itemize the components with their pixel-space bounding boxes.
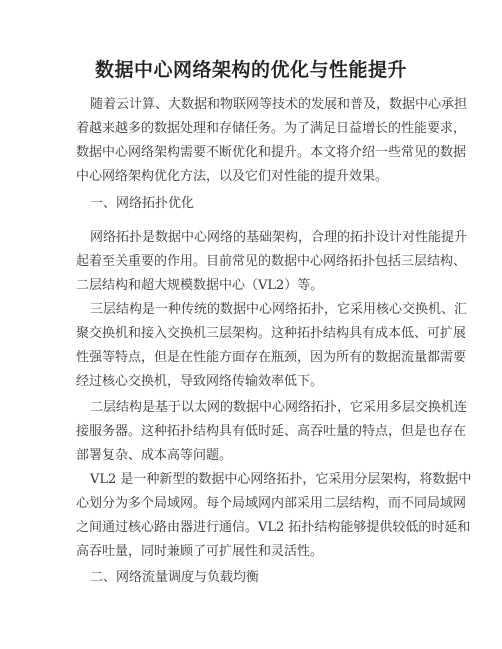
section-heading-1: 一、网络拓扑优化 (90, 196, 195, 211)
paragraph-line: 之间通过核心路由器进行通信。VL2 拓扑结构能够提供较低的时延和 (76, 520, 471, 535)
paragraph-line: 聚交换机和接入交换机三层架构。这种拓扑结构具有成本低、可扩展 (76, 326, 467, 341)
paragraph-line: VL2 是一种新型的数据中心网络拓扑，它采用分层架构，将数据中 (90, 472, 472, 487)
paragraph-line: 心划分为多个局域网。每个局域网内部采用二层结构，而不同局域网 (76, 496, 467, 511)
paragraph-line: 接服务器。这种拓扑结构具有低时延、高吞吐量的特点，但是也存在 (76, 424, 467, 439)
paragraph-line: 高吞吐量，同时兼顾了可扩展性和灵活性。 (76, 544, 324, 559)
paragraph-2 (76, 226, 468, 298)
paragraph-3 (76, 298, 468, 394)
paragraph-line: 中心网络架构优化方法，以及它们对性能的提升效果。 (76, 169, 389, 184)
section-heading-2: 二、网络流量调度与负载均衡 (90, 570, 260, 585)
paragraph-line: 三层结构是一种传统的数据中心网络拓扑，它采用核心交换机、汇 (90, 302, 468, 317)
paragraph-5 (76, 468, 472, 564)
paragraph-line: 二层结构和超大规模数据中心（VL2）等。 (76, 278, 324, 293)
document-title: 数据中心网络架构的优化与性能提升 (94, 59, 407, 81)
paragraph-line: 随着云计算、大数据和物联网等技术的发展和普及，数据中心承担 (90, 97, 468, 112)
paragraph-4 (76, 396, 468, 468)
paragraph-line: 部署复杂、成本高等问题。 (76, 448, 233, 463)
paragraph-line: 起着至关重要的作用。目前常见的数据中心网络拓扑包括三层结构、 (76, 254, 467, 269)
paragraph-1 (76, 93, 468, 189)
paragraph-line: 网络拓扑是数据中心网络的基础架构，合理的拓扑设计对性能提升 (90, 230, 468, 245)
paragraph-line: 经过核心交换机，导致网络传输效率低下。 (76, 374, 324, 389)
paragraph-line: 数据中心网络架构需要不断优化和提升。本文将介绍一些常见的数据 (76, 145, 467, 160)
paragraph-line: 着越来越多的数据处理和存储任务。为了满足日益增长的性能要求， (76, 121, 467, 136)
paragraph-line: 性强等特点，但是在性能方面存在瓶颈，因为所有的数据流量都需要 (76, 350, 467, 365)
paragraph-line: 二层结构是基于以太网的数据中心网络拓扑，它采用多层交换机连 (90, 400, 468, 415)
